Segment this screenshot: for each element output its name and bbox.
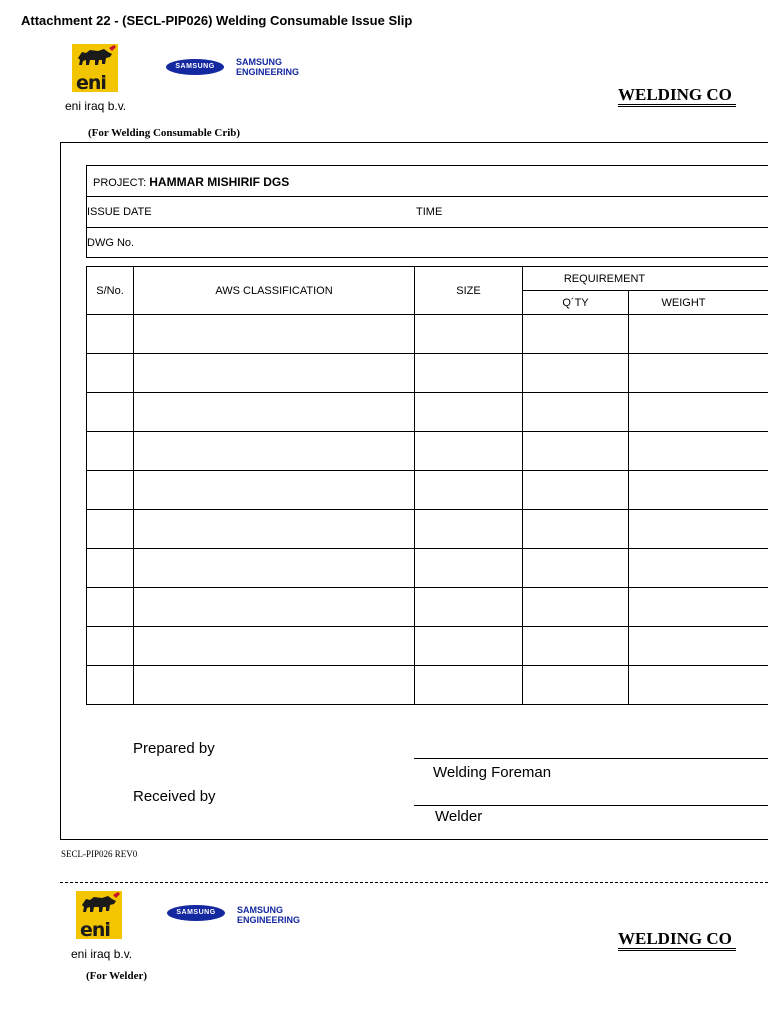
weight-cell — [629, 510, 768, 549]
qty-cell — [523, 666, 629, 705]
qty-cell — [523, 432, 629, 471]
document-code: SECL-PIP026 REV0 — [61, 849, 138, 859]
company-name: eni iraq b.v. — [65, 99, 127, 113]
qty-cell — [523, 315, 629, 354]
eni-logo — [72, 44, 118, 92]
project-field — [93, 175, 289, 189]
prepared-by-signature-line — [414, 758, 768, 759]
divider — [86, 257, 768, 258]
sno-cell — [87, 393, 134, 432]
table-row — [87, 315, 768, 354]
qty-cell — [523, 549, 629, 588]
divider — [86, 196, 768, 197]
table-body — [87, 315, 768, 705]
slip-heading: WELDING CO — [618, 930, 736, 951]
header-weight-label: WEIGHT — [661, 296, 706, 309]
dwg-label: DWG No. — [87, 237, 135, 249]
table-row — [87, 354, 768, 393]
table-row — [87, 510, 768, 549]
qty-cell — [523, 588, 629, 627]
samsung-eng-line2: ENGINEERING — [236, 67, 300, 77]
samsung-eng-line1: SAMSUNG — [236, 57, 283, 67]
copy-label: (For Welding Consumable Crib) — [88, 127, 241, 139]
sno-cell — [87, 666, 134, 705]
aws-cell — [134, 588, 415, 627]
table-row — [87, 393, 768, 432]
weight-cell — [629, 315, 768, 354]
header-sno: S/No. — [87, 267, 134, 315]
sno-cell — [87, 627, 134, 666]
header-qty: Q´TY — [523, 291, 629, 315]
sno-cell — [87, 315, 134, 354]
welding-foreman-label: Welding Foreman — [433, 764, 552, 781]
weight-cell — [629, 354, 768, 393]
size-cell — [415, 432, 523, 471]
qty-cell — [523, 471, 629, 510]
project-value: HAMMAR MISHIRIF DGS — [149, 175, 290, 189]
weight-cell — [629, 627, 768, 666]
qty-cell — [523, 510, 629, 549]
aws-cell — [134, 666, 415, 705]
weight-cell — [629, 666, 768, 705]
samsung-eng-line1: SAMSUNG — [237, 905, 284, 915]
table-row — [87, 627, 768, 666]
aws-cell — [134, 471, 415, 510]
eni-logo — [76, 891, 122, 939]
cut-line — [60, 882, 768, 883]
company-name: eni iraq b.v. — [71, 947, 133, 961]
project-label: PROJECT: — [93, 177, 147, 189]
sno-cell — [87, 588, 134, 627]
weight-cell — [629, 471, 768, 510]
size-cell — [415, 666, 523, 705]
samsung-engineering-logo — [236, 57, 299, 77]
size-cell — [415, 315, 523, 354]
divider — [86, 227, 768, 228]
table-row — [87, 549, 768, 588]
size-cell — [415, 393, 523, 432]
weight-cell — [629, 549, 768, 588]
copy-label: (For Welder) — [86, 970, 147, 982]
header-requirement — [523, 267, 768, 291]
weight-cell — [629, 432, 768, 471]
weight-cell — [629, 393, 768, 432]
sno-cell — [87, 471, 134, 510]
aws-cell — [134, 510, 415, 549]
qty-cell — [523, 627, 629, 666]
table-row — [87, 666, 768, 705]
samsung-logo: SAMSUNG — [166, 59, 224, 75]
size-cell — [415, 627, 523, 666]
samsung-eng-line2: ENGINEERING — [237, 915, 301, 925]
eni-wordmark: eni — [76, 72, 106, 92]
consumable-table — [86, 266, 768, 705]
weight-cell — [629, 588, 768, 627]
samsung-logo: SAMSUNG — [167, 905, 225, 921]
sno-cell — [87, 432, 134, 471]
aws-cell — [134, 549, 415, 588]
qty-cell — [523, 354, 629, 393]
size-cell — [415, 549, 523, 588]
header-requirement-label: REQUIREMENT — [563, 272, 646, 285]
received-by-signature-line — [414, 805, 768, 806]
qty-cell — [523, 393, 629, 432]
prepared-by-label: Prepared by — [133, 740, 215, 757]
size-cell — [415, 354, 523, 393]
page-title: Attachment 22 - (SECL-PIP026) Welding Consumable Issue Slip — [21, 13, 413, 28]
sno-cell — [87, 510, 134, 549]
samsung-engineering-logo — [237, 905, 300, 925]
received-by-label: Received by — [133, 788, 216, 805]
aws-cell — [134, 315, 415, 354]
aws-cell — [134, 627, 415, 666]
issue-date-label: ISSUE DATE — [87, 206, 152, 218]
header-weight — [629, 291, 768, 315]
eni-wordmark: eni — [80, 919, 110, 939]
header-size: SIZE — [415, 267, 523, 315]
aws-cell — [134, 354, 415, 393]
slip-heading: WELDING CO — [618, 86, 736, 107]
time-label: TIME — [416, 206, 443, 218]
welder-label: Welder — [435, 808, 483, 825]
size-cell — [415, 588, 523, 627]
table-row — [87, 432, 768, 471]
aws-cell — [134, 432, 415, 471]
sno-cell — [87, 549, 134, 588]
size-cell — [415, 510, 523, 549]
header-aws-classification: AWS CLASSIFICATION — [134, 267, 415, 315]
sno-cell — [87, 354, 134, 393]
table-row — [87, 471, 768, 510]
divider — [86, 165, 768, 166]
aws-cell — [134, 393, 415, 432]
table-row — [87, 588, 768, 627]
size-cell — [415, 471, 523, 510]
